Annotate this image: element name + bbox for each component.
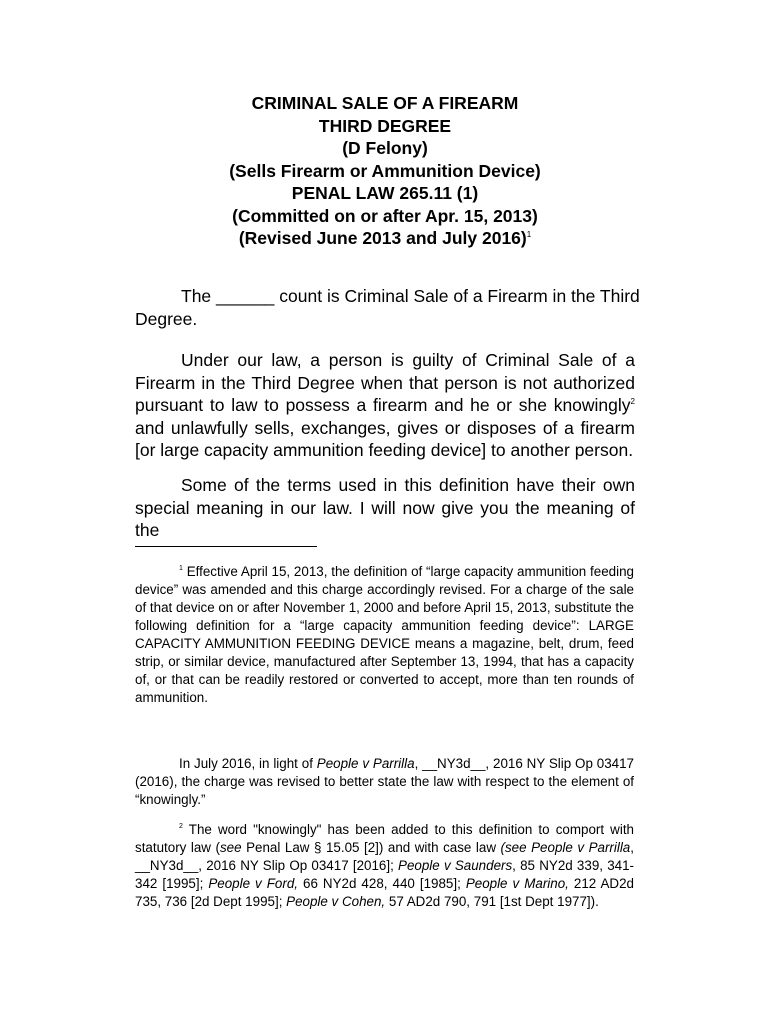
paragraph-definition: Under our law, a person is guilty of Criminal Sale of a Firearm in the Third Degree when that person is not authorized pursuant to law to possess a firearm and he or she knowingly$^2$ and unlawfully sells, exchanges, gives or disposes of a firearm [or large capacity ammunition feeding device] to another person. xyxy=(135,350,635,460)
footnote-1: $^1$ Effective April 15, 2013, the definition of “large capacity ammunition feeding device” was amended and this charge accordingly revised. For a charge of the sale of that device on or after November 1, 2000 and before April 15, 2013, substitute the following definition for a “large capacity ammunition feeding device”: LARGE CAPACITY AMMUNITION FEEDING DEVICE means a magazine, belt, drum, feed strip, or similar device, manufactured after September 13, 1994, that has a capacity of, or that can be readily restored or converted to accept, more than ten rounds of ammunition. xyxy=(135,564,634,705)
count-line-end: Degree. xyxy=(135,308,198,329)
heading-subtitle: (Sells Firearm or Ammunition Device) xyxy=(229,160,541,181)
heading-effective-date: (Committed on or after Apr. 15, 2013) xyxy=(232,205,538,226)
footnote-1-revision: In July 2016, in light of People v Parrilla, __NY3d__, 2016 NY Slip Op 03417 (2016), the charge was revised to better state the law with respect to the element of “knowingly.” xyxy=(135,756,634,807)
count-line: The ______ count is Criminal Sale of a Firearm in the Third xyxy=(181,286,640,306)
heading-felony-class: (D Felony) xyxy=(342,138,428,158)
footnote-separator xyxy=(135,546,317,547)
footnote-ref-2: 2 xyxy=(630,397,635,406)
paragraph-terms: Some of the terms used in this definition have their own special meaning in our law. I will now give you the meaning of the xyxy=(135,475,635,540)
heading-degree: THIRD DEGREE xyxy=(318,115,452,136)
charge-heading xyxy=(135,92,635,250)
footnote-2: $^2$ The word "knowingly" has been added to this definition to comport with statutory law (see Penal Law § 15.05 [2]) and with case law (see People v Parrilla, __NY3d__, 2016 NY Slip Op 03417 [2016]; People v Saunders, 85 NY2d 339, 341-342 [1995]; People v Ford, 66 NY2d 428, 440 [1985]; People v Marino, 212 AD2d 735, 736 [2d Dept 1995]; People v Cohen, 57 AD2d 790, 791 [1st Dept 1977]). xyxy=(135,822,634,909)
footnote-ref-1: 1 xyxy=(526,230,532,239)
paragraph-count xyxy=(135,285,640,330)
heading-title: CRIMINAL SALE OF A FIREARM xyxy=(251,93,519,113)
heading-revision: (Revised June 2013 and July 2016)$^1$ xyxy=(238,228,532,248)
heading-statute: PENAL LAW 265.11 (1) xyxy=(291,183,479,203)
